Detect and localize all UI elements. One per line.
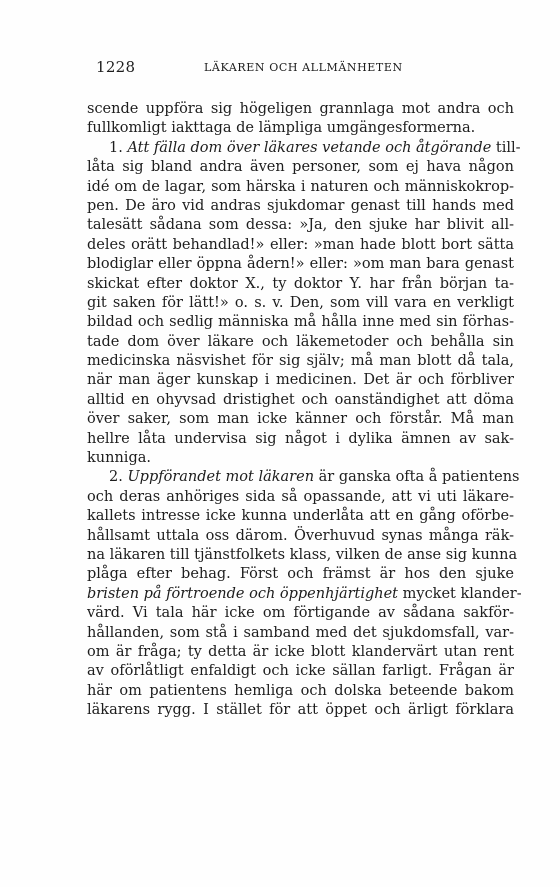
text-line xyxy=(87,430,514,449)
text-segment: tade dom över läkare och läkemetoder och behålla sin xyxy=(87,333,514,350)
text-segment: hellre låta undervisa sig något i dylika ämnen av sak- xyxy=(87,430,514,447)
text-line xyxy=(87,333,514,352)
text-line xyxy=(87,565,514,584)
text-line xyxy=(87,371,514,390)
text-segment: kallets intresse icke kunna underlåta att en gång oförbe- xyxy=(87,508,514,525)
text-segment: och deras anhöriges sida så opassande, att vi uti läkare- xyxy=(87,488,514,505)
page-header xyxy=(96,58,516,78)
text-line xyxy=(87,294,514,313)
text-segment: blodiglar eller öppna ådern!» eller: »om man bara genast xyxy=(87,256,514,273)
text-line xyxy=(87,255,514,274)
text-line xyxy=(87,100,514,119)
text-line xyxy=(87,507,514,526)
text-line xyxy=(87,643,514,662)
text-segment: läkarens rygg. I stället för att öppet och ärligt förklara xyxy=(87,702,514,719)
text-line xyxy=(87,624,514,643)
text-segment: plåga efter behag. Först och främst är hos den sjuke xyxy=(87,566,514,583)
text-line xyxy=(87,139,521,158)
text-segment: över saker, som man icke känner och förstår. Må man xyxy=(87,411,514,428)
text-line xyxy=(87,527,514,546)
text-segment: hållsamt uttala oss därom. Överhuvud synas många räk- xyxy=(87,527,514,544)
text-segment: hållanden, som stå i samband med det sjukdomsfall, var- xyxy=(87,624,514,641)
text-segment: idé om de lagar, som härska i naturen och människokrop- xyxy=(87,178,514,195)
text-segment: av oförlåtligt enfaldigt och icke sällan farligt. Frågan är xyxy=(87,663,514,680)
text-segment: fullkomligt iakttaga de lämpliga umgängesformerna. xyxy=(87,120,476,137)
text-line xyxy=(87,197,514,216)
text-segment: om är fråga; ty detta är icke blott klandervärt utan rent xyxy=(87,643,514,660)
text-line xyxy=(87,468,520,487)
text-line xyxy=(87,701,514,720)
text-line xyxy=(87,585,522,604)
text-segment: scende uppföra sig högeligen grannlaga mot andra och xyxy=(87,101,514,117)
text-segment: 2. xyxy=(109,469,128,486)
text-line xyxy=(87,449,514,468)
text-line xyxy=(87,119,514,138)
text-line xyxy=(87,682,514,701)
text-line xyxy=(87,158,514,177)
text-line xyxy=(87,236,514,255)
text-line xyxy=(87,662,514,681)
text-segment: 1. xyxy=(109,139,128,156)
text-segment: git saken för lätt!» o. s. v. Den, som vill vara en verkligt xyxy=(87,294,514,311)
text-line xyxy=(87,216,514,235)
text-segment: alltid en ohyvsad dristighet och oanständighet att döma xyxy=(87,391,514,408)
text-segment: deles orätt behandlad!» eller: »man hade blott bort sätta xyxy=(87,236,514,253)
text-line xyxy=(87,410,514,429)
text-segment: bildad och sedlig människa må hålla inne med sin förhas- xyxy=(87,314,514,331)
text-line xyxy=(87,391,514,410)
text-line xyxy=(87,352,514,371)
running-head: LÄKAREN OCH ALLMÄNHETEN xyxy=(204,61,403,74)
text-segment: pen. De äro vid andras sjukdomar genast till hands med xyxy=(87,197,514,214)
text-segment: kunniga. xyxy=(87,450,151,467)
text-segment: värd. Vi tala här icke om förtigande av sådana sakför- xyxy=(87,605,514,622)
text-line xyxy=(87,275,514,294)
text-line xyxy=(87,313,514,332)
text-segment: medicinska näsvishet för sig själv; må man blott då tala, xyxy=(87,353,514,370)
body-text xyxy=(87,100,522,721)
italic-phrase: Att fälla dom över läkares vetande och åtgörande xyxy=(127,139,492,156)
text-segment: till- xyxy=(491,139,521,156)
text-segment: na läkaren till tjänstfolkets klass, vilken de anse sig kunna xyxy=(87,546,518,563)
text-segment: här om patientens hemliga och dolska beteende bakom xyxy=(87,682,514,699)
text-segment: är ganska ofta å patientens xyxy=(314,469,520,486)
italic-phrase: Uppförandet mot läkaren xyxy=(127,469,315,486)
text-line xyxy=(87,604,514,623)
text-segment: när man äger kunskap i medicinen. Det är och förbliver xyxy=(87,372,514,389)
text-segment: skickat efter doktor X., ty doktor Y. har från början ta- xyxy=(87,275,514,292)
italic-phrase: bristen på förtroende och öppenhjärtighet xyxy=(87,585,399,602)
page-number: 1228 xyxy=(96,58,136,76)
text-segment: mycket klander- xyxy=(398,585,522,602)
text-line xyxy=(87,178,514,197)
text-line xyxy=(87,488,514,507)
text-segment: låta sig bland andra även personer, som ej hava någon xyxy=(87,159,514,176)
text-segment: talesätt sådana som dessa: »Ja, den sjuke har blivit all- xyxy=(87,217,514,234)
text-line xyxy=(87,546,518,565)
